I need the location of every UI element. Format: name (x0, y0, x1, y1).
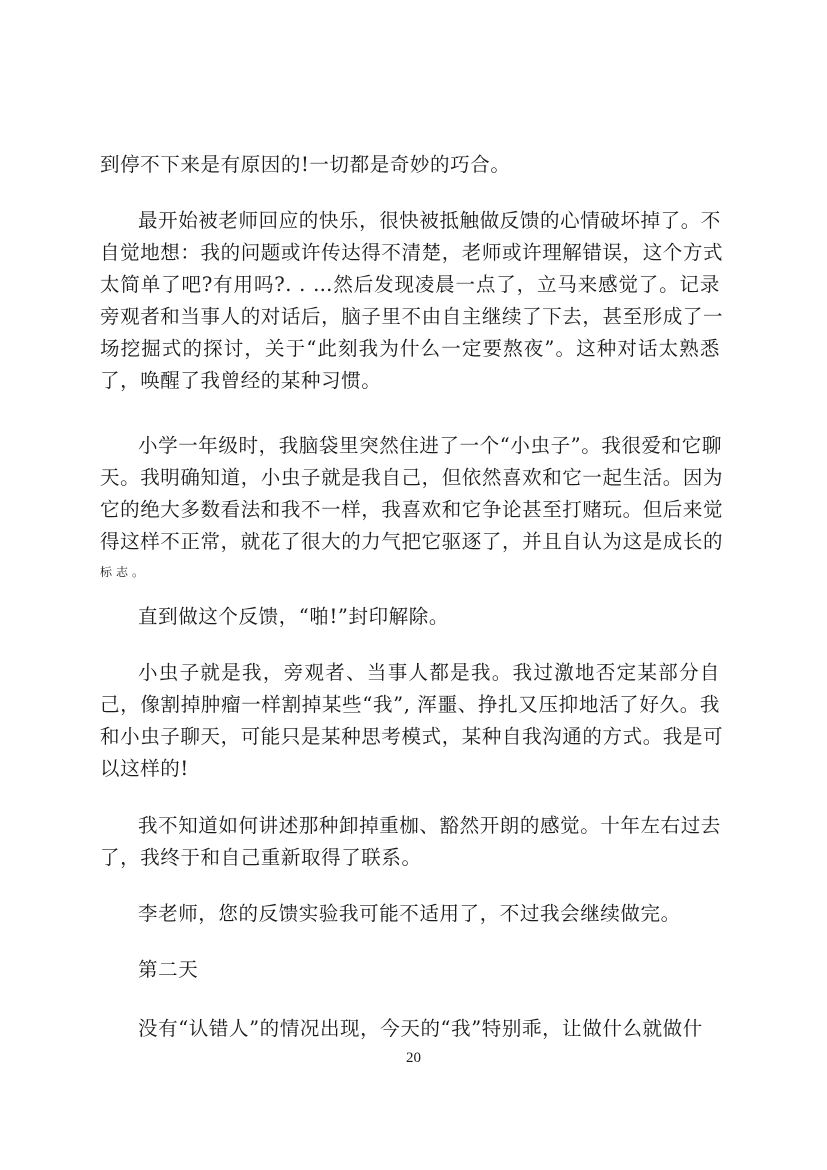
text-line-8: 小学一年级时，我脑袋里突然住进了一个“小虫子”。我很爱和它聊 (138, 434, 722, 457)
text-line-22: 没有“认错人”的情况出现，今天的“我”特别乖，让做什么就做什 (138, 1017, 703, 1040)
text-line-13: 直到做这个反馈，“啪!”封印解除。 (138, 605, 449, 628)
text-line-5: 旁观者和当事人的对话后，脑子里不由自主继续了下去，甚至形成了一 (100, 305, 724, 328)
text-line-6: 场挖掘式的探讨，关于“此刻我为什么一定要熬夜”。这种对话太熟悉 (100, 337, 720, 360)
text-line-17: 以这样的! (100, 757, 189, 780)
page-number: 20 (406, 1050, 421, 1066)
text-line-4: 太简单了吧?有用吗?. . …然后发现凌晨一点了，立马来感觉了。记录 (100, 273, 720, 296)
text-line-19: 了，我终于和自己重新取得了联系。 (100, 846, 422, 869)
text-line-2: 最开始被老师回应的快乐，很快被抵触做反馈的心情破坏掉了。不 (138, 209, 721, 232)
text-line-20: 李老师，您的反馈实验我可能不适用了，不过我会继续做完。 (138, 902, 681, 925)
text-line-9: 天。我明确知道，小虫子就是我自己，但依然喜欢和它一起生活。因为 (100, 466, 724, 489)
text-line-3: 自觉地想：我的问题或许传达得不清楚，老师或许理解错误，这个方式 (100, 241, 724, 264)
text-line-14: 小虫子就是我，旁观者、当事人都是我。我过激地否定某部分自 (138, 661, 720, 684)
text-line-7: 了，唤醒了我曾经的某种习惯。 (100, 369, 382, 392)
text-line-10: 它的绝大多数看法和我不一样，我喜欢和它争论甚至打赌玩。但后来觉 (100, 498, 724, 521)
text-line-12: 标志。 (100, 565, 149, 579)
text-line-16: 和小虫子聊天，可能只是某种思考模式，某种自我沟通的方式。我是可 (100, 725, 724, 748)
text-line-18: 我不知道如何讲述那种卸掉重枷、豁然开朗的感觉。十年左右过去 (138, 814, 721, 837)
text-line-21: 第二天 (138, 958, 199, 981)
text-line-1: 到停不下来是有原因的!一切都是奇妙的巧合。 (100, 153, 511, 176)
text-line-11: 得这样不正常，就花了很大的力气把它驱逐了，并且自认为这是成长的 (100, 530, 724, 553)
text-line-15: 己，像割掉肿瘤一样割掉某些“我”, 浑噩、挣扎又压抑地活了好久。我 (100, 693, 720, 716)
